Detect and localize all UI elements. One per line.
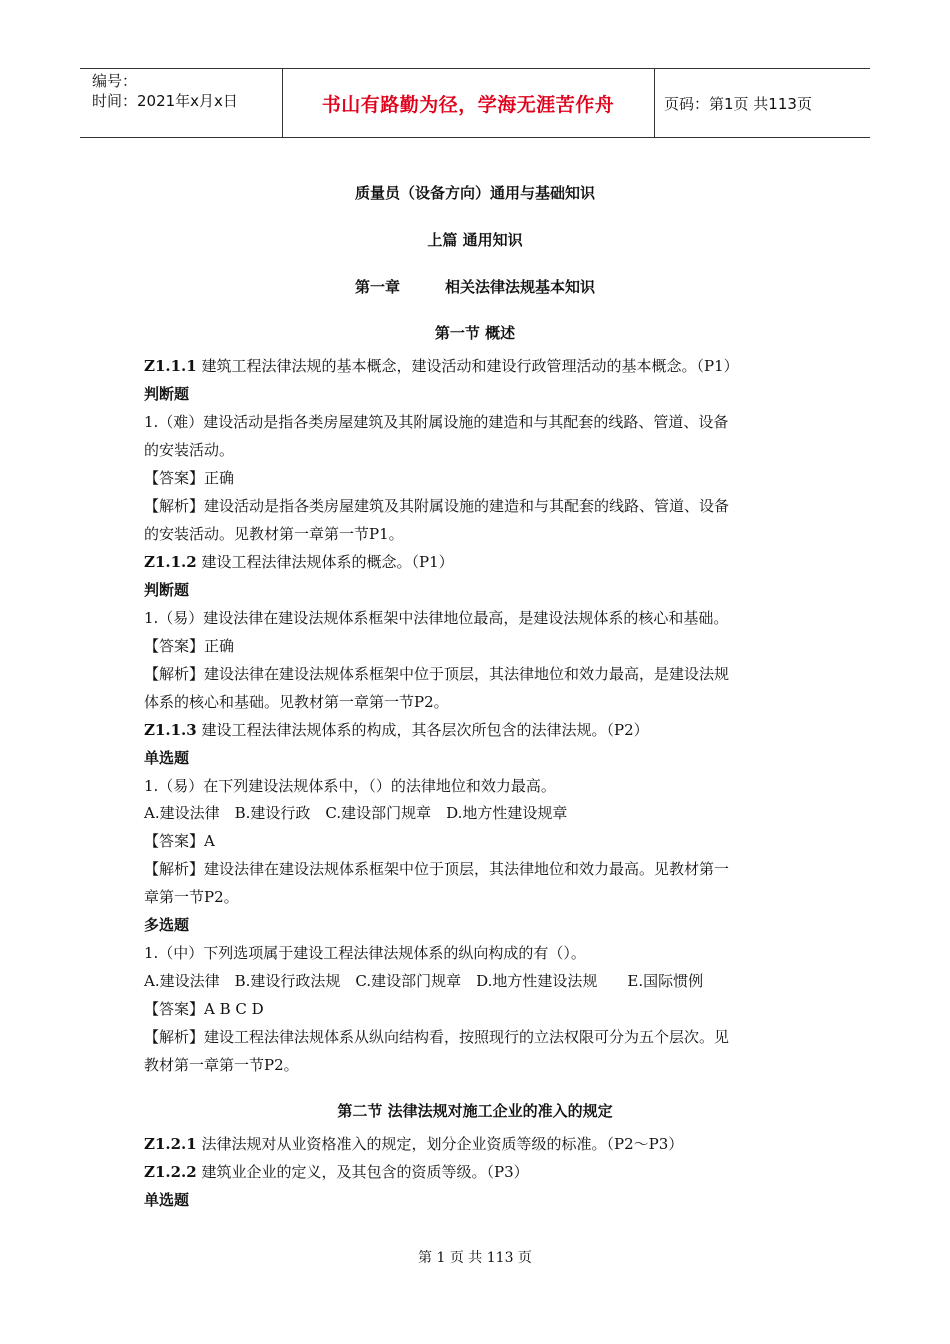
- explanation: 章第一节P2。: [144, 888, 239, 906]
- topic-code: Z1.1.3: [144, 721, 197, 739]
- options: A.建设法律 B.建设行政法规 C.建设部门规章 D.地方性建设法规 E.国际惯例: [144, 972, 704, 990]
- date-label: 时间：2021年x月x日: [92, 92, 238, 110]
- question-text: 1.（易）建设法律在建设法规体系框架中法律地位最高，是建设法规体系的核心和基础。: [144, 609, 729, 627]
- question-type: 单选题: [144, 1191, 190, 1209]
- options: A.建设法律 B.建设行政 C.建设部门规章 D.地方性建设规章: [144, 804, 568, 822]
- topic-line: [144, 355, 824, 376]
- question-text: 的安装活动。: [144, 441, 235, 459]
- section-title: 第一节 概述: [434, 324, 516, 342]
- topic-text: 建筑工程法律法规的基本概念，建设活动和建设行政管理活动的基本概念。（P1）: [196, 357, 739, 375]
- topic-text: 建设工程法律法规体系的构成，其各层次所包含的法律法规。（P2）: [196, 721, 649, 739]
- question-text: 1.（易）在下列建设法规体系中，（）的法律地位和效力最高。: [144, 777, 556, 795]
- topic-code: Z1.1.1: [144, 357, 197, 375]
- explanation: 【解析】建设法律在建设法规体系框架中位于顶层，其法律地位和效力最高，是建设法规: [144, 665, 730, 683]
- answer: 【答案】正确: [144, 469, 235, 487]
- topic-code: Z1.2.2: [144, 1163, 197, 1181]
- answer: 【答案】A B C D: [144, 1000, 264, 1018]
- topic-code: Z1.2.1: [144, 1135, 197, 1153]
- explanation: 【解析】建设工程法律法规体系从纵向结构看，按照现行的立法权限可分为五个层次。见: [144, 1028, 730, 1046]
- explanation: 教材第一章第一节P2。: [144, 1056, 299, 1074]
- part-title: 上篇 通用知识: [427, 231, 523, 249]
- chapter-title: 第一章 相关法律法规基本知识: [354, 278, 595, 296]
- topic-text: 建设工程法律法规体系的概念。（P1）: [196, 553, 454, 571]
- header-motto: 书山有路勤为径，学海无涯苦作舟: [321, 93, 615, 116]
- header-meta: [92, 71, 238, 111]
- explanation: 【解析】建设法律在建设法规体系框架中位于顶层，其法律地位和效力最高。见教材第一: [144, 860, 730, 878]
- explanation: 【解析】建设活动是指各类房屋建筑及其附属设施的建造和与其配套的线路、管道、设备: [144, 497, 730, 515]
- answer: 【答案】A: [144, 832, 215, 850]
- topic-text: 建筑业企业的定义，及其包含的资质等级。（P3）: [196, 1163, 529, 1181]
- explanation: 体系的核心和基础。见教材第一章第一节P2。: [144, 693, 449, 711]
- topic-line: [144, 719, 824, 740]
- page-header: [80, 68, 870, 138]
- question-type: 判断题: [144, 385, 190, 403]
- question-type: 多选题: [144, 916, 190, 934]
- header-page-info: 页码：第1页 共113页: [664, 94, 812, 113]
- page-footer: 第 1 页 共 113 页: [418, 1250, 532, 1266]
- topic-line: [144, 1161, 824, 1182]
- document-title: 质量员（设备方向）通用与基础知识: [354, 184, 595, 202]
- answer: 【答案】正确: [144, 637, 235, 655]
- explanation: 的安装活动。见教材第一章第一节P1。: [144, 525, 404, 543]
- question-text: 1.（难）建设活动是指各类房屋建筑及其附属设施的建造和与其配套的线路、管道、设备: [144, 413, 729, 431]
- topic-code: Z1.1.2: [144, 553, 197, 571]
- question-type: 单选题: [144, 749, 190, 767]
- number-label: 编号：: [92, 72, 138, 90]
- topic-line: [144, 551, 824, 572]
- question-text: 1.（中）下列选项属于建设工程法律法规体系的纵向构成的有（）。: [144, 944, 586, 962]
- header-divider: [654, 69, 655, 137]
- section-title: 第二节 法律法规对施工企业的准入的规定: [337, 1102, 613, 1120]
- topic-text: 法律法规对从业资格准入的规定，划分企业资质等级的标准。（P2～P3）: [196, 1135, 684, 1153]
- topic-line: [144, 1133, 824, 1154]
- question-type: 判断题: [144, 581, 190, 599]
